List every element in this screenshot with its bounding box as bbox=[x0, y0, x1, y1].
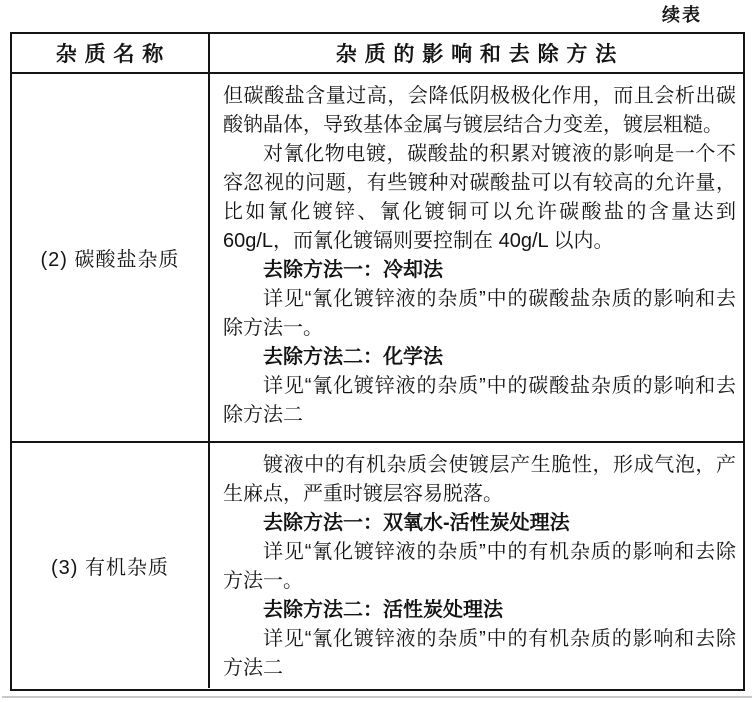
content-paragraph: 但碳酸盐含量过高，会降低阴极极化作用，而且会析出碳酸钠晶体，导致基体金属与镀层结合力变差，镀层粗糙。 bbox=[223, 85, 736, 136]
header-impurity-effect-removal: 杂 质 的 影 响 和 去 除 方 法 bbox=[335, 43, 618, 66]
impurity-name-cell: (3) 有机杂质 bbox=[12, 443, 210, 688]
impurity-effect-cell bbox=[210, 74, 743, 441]
removal-method-heading: 去除方法一：冷却法 bbox=[263, 259, 443, 281]
table-row bbox=[12, 74, 743, 443]
table-header-row bbox=[12, 34, 743, 74]
content-paragraph: 镀液中的有机杂质会使镀层产生脆性，形成气泡，产生麻点，严重时镀层容易脱落。 bbox=[223, 454, 736, 505]
table-body bbox=[12, 74, 743, 688]
continued-table-label: 续表 bbox=[662, 5, 702, 25]
content-paragraph: 详见“氰化镀锌液的杂质”中的有机杂质的影响和去除方法一。 bbox=[223, 541, 736, 592]
content-paragraph: 对氰化物电镀，碳酸盐的积累对镀液的影响是一个不容忽视的问题，有些镀种对碳酸盐可以有较高的允许量，比如氰化镀锌、氰化镀铜可以允许碳酸盐的含量达到 60g/L，而氰化镀镉则要控制在 40g/L 以内。 bbox=[223, 143, 736, 252]
impurity-effect-cell bbox=[210, 443, 743, 688]
content-paragraph: 详见“氰化镀锌液的杂质”中的有机杂质的影响和去除方法二 bbox=[223, 628, 736, 679]
content-paragraph: 详见“氰化镀锌液的杂质”中的碳酸盐杂质的影响和去除方法二 bbox=[223, 375, 736, 426]
removal-method-heading: 去除方法一：双氧水-活性炭处理法 bbox=[263, 512, 570, 534]
table-row bbox=[12, 443, 743, 688]
impurity-name-cell: (2) 碳酸盐杂质 bbox=[12, 74, 210, 441]
content-paragraph: 详见“氰化镀锌液的杂质”中的碳酸盐杂质的影响和去除方法一。 bbox=[223, 288, 736, 339]
header-impurity-name: 杂 质 名 称 bbox=[12, 34, 210, 72]
page-edge-line bbox=[2, 696, 752, 698]
impurity-table bbox=[10, 32, 745, 691]
removal-method-heading: 去除方法二：活性炭处理法 bbox=[263, 599, 503, 621]
removal-method-heading: 去除方法二：化学法 bbox=[263, 346, 443, 368]
